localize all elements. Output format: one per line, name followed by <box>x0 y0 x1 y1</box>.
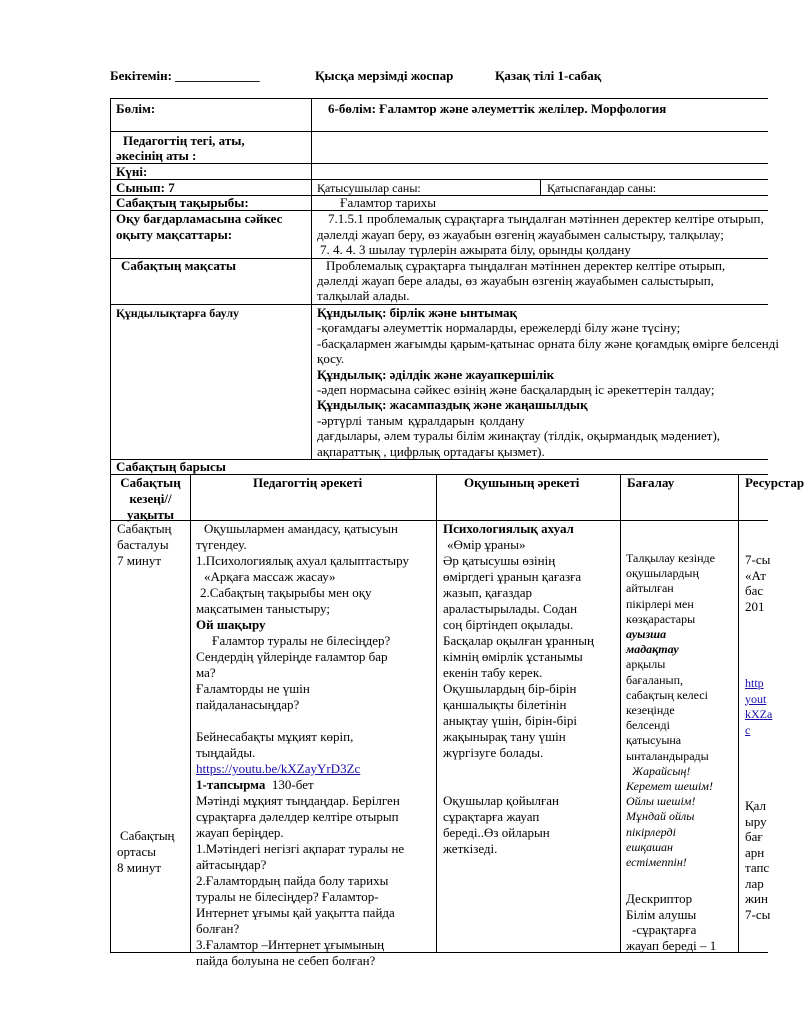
values-line: -қоғамдағы әлеуметтік нормаларды, ережелерді білу және түсіну; <box>317 320 681 336</box>
approval-line: Бекітемін: _____________ <box>110 68 260 83</box>
values-line: қосу. <box>317 351 345 367</box>
values-line: Құндылық: әділдік және жауапкершілік <box>317 366 555 382</box>
values-line: Құндылық: жасампаздық және жаңашылдық <box>317 397 588 413</box>
goals-value-2: дәлелді жауап беру, өз жауабын өзгенің жауабымен салыстыру, талқылау; <box>317 227 724 242</box>
values-block <box>317 305 777 459</box>
present-count-label: Қатысушылар саны: <box>317 181 421 195</box>
column-header-resources: Ресурстар <box>745 475 804 490</box>
teacher-label-1: Педагогтің тегі, аты, <box>123 133 245 148</box>
aim-value-2: дәлелді жауап бере алады, өз жауабын өзгенің жауабымен салыстырып, <box>317 273 714 288</box>
student-actions: Психологиялық ахуал «Өмір ұраны» Әр қатысушы өзінің өміргдегі ұранын қағазға жазып, қағаздар араластырылады. Содан соң біртіндеп оқылады. Басқалар оқылған ұранның кімнің өмірлік ұстанымы екенін табу керек. Оқушылардың бір-бірін қаншалықты білетінін анықтау үшін, бірін-бірі жақынырақ тану үшін жүргізуге болады. Оқушылар қойылған сұрақтарға жауап береді..Өз ойларын жеткізеді. <box>443 521 594 856</box>
day-label: Күні: <box>116 164 148 179</box>
topic-label: Сабақтың тақырыбы: <box>116 195 249 210</box>
column-header-stage: Сабақтың кезеңі// уақыты <box>120 475 181 522</box>
goals-label-2: оқыту мақсаттары: <box>116 227 233 242</box>
values-line: ақпараттық , цифрлық ортадағы қызмет). <box>317 443 545 459</box>
section-label: Бөлім: <box>116 101 156 116</box>
assessment-block: Талқылау кезінде оқушылардың айтылған пікірлері мен көзқарастары ауызша мадақтау арқылы бағаланып, сабақтың келесі кезеңінде белсенді қатысуына ынталандырады Жарайсың! Керемет шешім! Ойлы шешім! Мұндай ойлы пікірлерді ешқашан естімеппін! <box>626 551 715 870</box>
values-line: -әртүрлі таным құралдарын қолдану <box>317 412 525 428</box>
values-line: -әдеп нормасына сәйкес өзінің және басқалардың іс әрекеттерін талдау; <box>317 382 715 398</box>
resources-notes: Қал ыру бағ арн тапс лар жин 7-сы <box>745 798 771 922</box>
goals-value-1: 7.1.5.1 проблемалық сұрақтарға тыңдалған мәтіннен деректер келтіре отырып, <box>328 211 764 226</box>
progress-title: Сабақтың барысы <box>116 459 226 474</box>
topic-value: Ғаламтор тарихы <box>340 195 436 210</box>
class-label: Сынып: 7 <box>116 180 175 195</box>
values-label: Құндылықтарға баулу <box>116 306 240 320</box>
section-value: 6-бөлім: Ғаламтор және әлеуметтік желілер. Морфология <box>328 101 667 116</box>
stage-start: Сабақтың басталуы 7 минут <box>117 521 172 568</box>
video-link[interactable]: https://youtu.be/kXZayYrD3Zc <box>196 761 361 776</box>
absent-count-label: Қатыспағандар саны: <box>547 181 657 195</box>
aim-label: Сабақтың мақсаты <box>121 258 237 273</box>
teacher-actions: Оқушылармен амандасу, қатысуын түгендеу. 1.Психологиялық ахуал қалыптастыру «Арқаға массаж жасау» 2.Сабақтың тақырыбы мен оқу мақсатымен таныстыру; Ой шақыру Ғаламтор туралы не білесіңдер? Сендердің үйлеріңде ғаламтор бар ма? Ғаламторды не үшін пайдаланасыңдар? Бейнесабақты мұқият көріп, тыңдайды. https://youtu.be/kXZayYrD3Zc 1-тапсырма 130-бет Мәтінді мұқият тыңдаңдар. Берілген сұрақтарға дәлелдер келтіре отырып жауап беріңдер. 1.Мәтіндегі негізгі ақпарат туралы не айтасыңдар? 2.Ғаламтордың пайда болу тарихы туралы не білесіңдер? Ғаламтор- Интернет ұғымы қай уақытта пайда болған? 3.Ғаламтор –Интернет ұғымының пайда болуына не себеп болған? <box>196 521 436 969</box>
aim-value-1: Проблемалық сұрақтарға тыңдалған мәтіннен деректер келтіре отырып, <box>326 258 726 273</box>
values-line: -басқалармен жағымды қарым-қатынас орната білу және қоғамдық өмірге белсенді <box>317 335 779 351</box>
values-line: Құндылық: бірлік және ынтымақ <box>317 305 517 320</box>
stage-middle: Сабақтың ортасы 8 минут <box>117 828 175 875</box>
plan-title: Қысқа мерзімді жоспар <box>315 68 454 83</box>
column-header-teacher: Педагогтің әрекеті <box>253 475 363 490</box>
column-header-student: Оқушының әрекеті <box>464 475 580 490</box>
subject-title: Қазақ тілі 1-сабақ <box>495 68 602 83</box>
column-header-assessment: Бағалау <box>627 475 675 490</box>
values-line: дағдылары, әлем туралы білім жинақтау (тілдік, оқырмандық мәдениет), <box>317 428 721 444</box>
task-1-title: 1-тапсырма 130-бет <box>196 777 314 792</box>
resources-video-link[interactable]: http yout kXZa c <box>745 676 773 737</box>
goals-label-1: Оқу бағдарламасына сәйкес <box>116 211 283 226</box>
goals-value-3: 7. 4. 4. 3 шылау түрлерін ажырата білу, орынды қолдану <box>320 242 631 257</box>
teacher-label-2: әкесінің аты : <box>116 148 197 163</box>
aim-value-3: талқылай алады. <box>317 288 410 303</box>
resources-textbook: 7-сы «Ат бас 201 <box>745 552 771 614</box>
descriptor-block: Дескриптор Білім алушы -сұрақтарға жауап береді – 1 <box>626 891 717 953</box>
